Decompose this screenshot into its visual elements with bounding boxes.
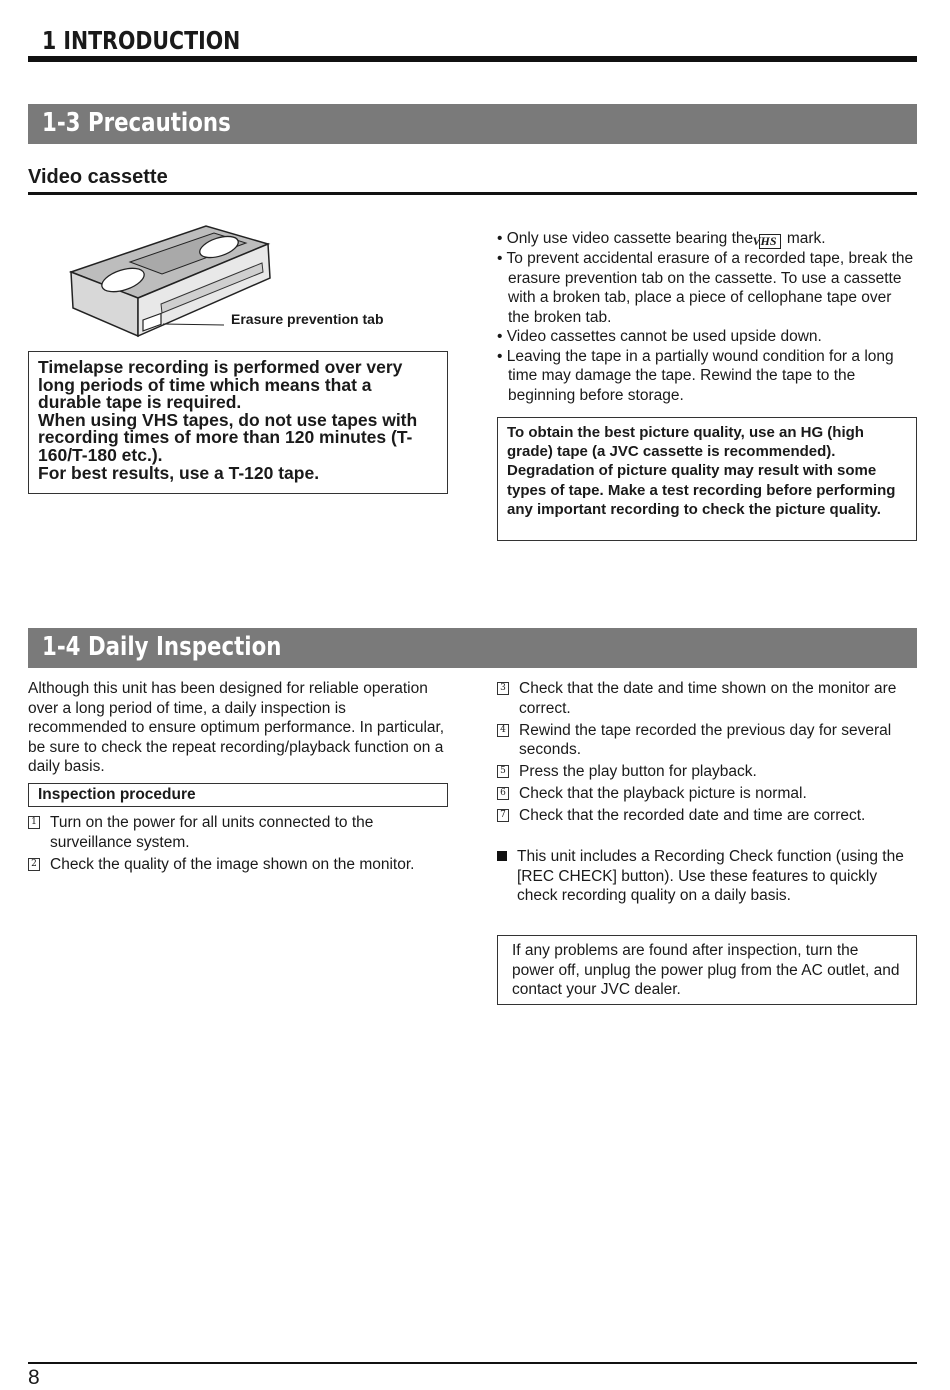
subsection-rule: [28, 192, 917, 195]
bullet-vhs-mark: [497, 229, 917, 249]
step-number: 6: [497, 787, 509, 800]
step-number: 2: [28, 858, 40, 871]
bullet-rewind: • Leaving the tape in a partially wound condition for a long time may damage the tape. Rewind the tape to the beginning before storage.: [497, 347, 894, 404]
rec-check-note: [497, 847, 917, 906]
chapter-title: 1 INTRODUCTION: [42, 26, 241, 55]
vhs-logo: VHS: [759, 234, 780, 249]
inspection-procedure-heading: Inspection procedure: [28, 783, 448, 807]
section-title-precautions: 1-3 Precautions: [42, 108, 231, 138]
step-item: [497, 806, 917, 826]
precaution-bullets: [497, 229, 917, 405]
inspection-intro: Although this unit has been designed for reliable operation over a long period of time, a daily inspection is recommended to ensure optimum performance. In particular, be sure to check the repeat recording/playback function on a daily basis.: [28, 680, 445, 775]
timelapse-notice-box: [28, 351, 448, 494]
step-item: [497, 679, 917, 718]
bullet-text: mark.: [786, 230, 826, 247]
step-text: Turn on the power for all units connected to the surveillance system.: [50, 814, 374, 851]
step-number: 4: [497, 724, 509, 737]
page-number: 8: [28, 1366, 40, 1389]
step-item: [497, 784, 917, 804]
section-bar-daily-inspection: [28, 628, 917, 668]
step-number: 1: [28, 816, 40, 829]
bullet-upside-down: • Video cassettes cannot be used upside down.: [497, 328, 822, 345]
erasure-tab-caption: Erasure prevention tab: [231, 311, 384, 327]
step-text: Check that the playback picture is normal.: [519, 785, 807, 802]
picture-quality-box: To obtain the best picture quality, use an HG (high grade) tape (a JVC cassette is recommended). Degradation of picture quality may result with some types of tape. Make a test recording before performing any important recording to check the picture quality.: [497, 417, 917, 541]
step-item: [497, 721, 917, 760]
step-number: 5: [497, 765, 509, 778]
step-text: Rewind the tape recorded the previous day for several seconds.: [519, 721, 892, 758]
step-text: Press the play button for playback.: [519, 763, 757, 780]
step-item: [497, 762, 917, 782]
step-number: 3: [497, 682, 509, 695]
dealer-contact-box: If any problems are found after inspection, turn the power off, unplug the power plug from the AC outlet, and contact your JVC dealer.: [497, 935, 917, 1005]
notice-line: For best results, use a T-120 tape.: [38, 462, 320, 483]
step-item: [28, 855, 448, 875]
step-text: Check the quality of the image shown on the monitor.: [50, 855, 415, 873]
steps-left: [28, 813, 448, 877]
bullet-erasure: • To prevent accidental erasure of a recorded tape, break the erasure prevention tab on the cassette. To use a cassette with a broken tab, place a piece of cellophane tape over the broken tab.: [497, 250, 914, 326]
steps-right: [497, 679, 917, 828]
step-number: 7: [497, 809, 509, 822]
note-text: This unit includes a Recording Check function (using the [REC CHECK] button). Use these features to quickly check recording quality on a daily basis.: [517, 848, 904, 904]
chapter-rule: [28, 56, 917, 62]
step-item: [28, 813, 448, 852]
step-text: Check that the recorded date and time are correct.: [519, 807, 866, 824]
notice-line: Timelapse recording is performed over very long periods of time which means that a durable tape is required.: [38, 357, 403, 413]
section-title-daily-inspection: 1-4 Daily Inspection: [42, 632, 282, 662]
step-text: Check that the date and time shown on the monitor are correct.: [519, 680, 897, 717]
section-bar-precautions: [28, 104, 917, 144]
notice-line: When using VHS tapes, do not use tapes with recording times of more than 120 minutes (T-160/T-180 etc.).: [38, 409, 418, 465]
square-bullet-icon: [497, 851, 507, 861]
footer-rule: [28, 1362, 917, 1364]
subsection-title: Video cassette: [28, 166, 168, 188]
bullet-text: • Only use video cassette bearing the: [497, 230, 754, 247]
